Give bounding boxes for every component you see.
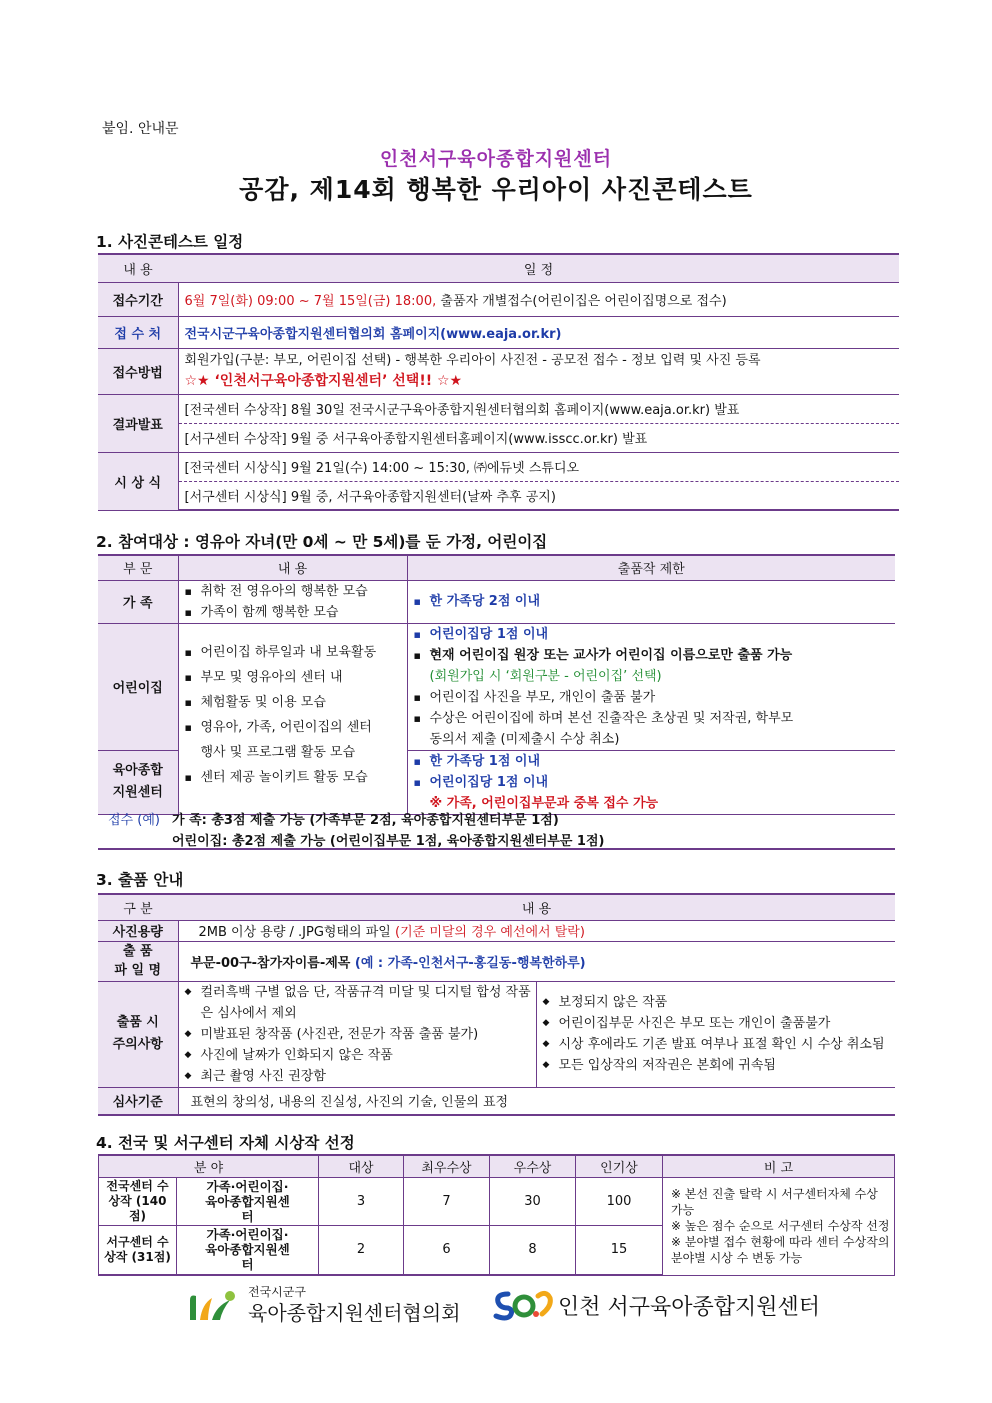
daycare-limit-4: ▪ 수상은 어린이집에 하며 본선 진출작은 초상권 및 저작권, 학부모	[408, 708, 896, 729]
row-label-ceremony: 시 상 식	[98, 452, 178, 510]
criteria-cell: 표현의 창의성, 내용의 진실성, 사진의 기술, 인물의 표정	[178, 1087, 895, 1115]
example-daycare: 어린이집: 총2점 제출 가능 (어린이집부문 1점, 육아종합지원센터부문 1점)	[172, 834, 605, 849]
family-content	[178, 580, 407, 623]
center-label: 육아종합 지원센터	[98, 750, 178, 814]
col-header-note: 비 고	[663, 1155, 895, 1177]
caution-right	[536, 981, 895, 1087]
example-family: 가 족: 총3점 제출 가능 (가족부문 2점, 육아종합지원센터부문 1점)	[172, 813, 559, 828]
section-4-heading: 4. 전국 및 서구센터 자체 시상작 선정	[96, 1134, 355, 1152]
col-header-section: 부 문	[98, 555, 178, 580]
family-limit-cell	[407, 580, 895, 623]
size-cell: 2MB 이상 용량 / .JPG형태의 파일 (기준 미달의 경우 예선에서 탈락)	[178, 920, 895, 941]
participants-table	[98, 554, 895, 815]
col-header-schedule: 일 정	[178, 254, 899, 282]
place-cell: 전국시군구육아종합지원센터협의회 홈페이지(www.eaja.or.kr)	[178, 316, 899, 348]
row-label-place: 접 수 처	[98, 316, 178, 348]
col-header-content: 내 용	[178, 555, 407, 580]
daycare-limit-1: ▪ 어린이집당 1점 이내	[408, 624, 896, 645]
family-item: ▪ 가족이 함께 행복한 모습	[179, 602, 407, 623]
caution-item: ◆ 사진에 날짜가 인화되지 않은 작품	[179, 1045, 536, 1066]
submission-table	[98, 893, 895, 1116]
ceremony-line-2: [서구센터 시상식] 9월 중, 서구육아종합지원센터(날짜 추후 공지)	[178, 481, 899, 510]
awards-table	[98, 1154, 895, 1276]
caution-item: ◆ 컬러흑백 구별 없음 단, 작품규격 미달 및 디지털 합성 작품은 심사에서 제외	[179, 982, 536, 1024]
results-line-2: [서구센터 수상작] 9월 중 서구육아종합지원센터홈페이지(www.isscc.or.kr) 발표	[178, 423, 899, 452]
award-group: 전국센터 수상작 (140점)	[99, 1177, 177, 1225]
caution-label: 출품 시 주의사항	[98, 981, 178, 1087]
caution-item: ◆ 미발표된 창작품 (사진관, 전문가 작품 출품 불가)	[179, 1024, 536, 1045]
daycare-label: 어린이집	[98, 623, 178, 750]
col-header-category: 구 분	[98, 894, 178, 920]
caution-item: ◆ 어린이집부문 사진은 부모 또는 개인이 출품불가	[537, 1013, 896, 1034]
shared-item: ▪ 센터 제공 놀이키트 활동 모습	[179, 765, 407, 790]
shared-item-cont: 행사 및 프로그램 활동 모습	[200, 744, 356, 760]
award-value: 3	[319, 1177, 404, 1225]
council-logo-small: 전국시군구	[248, 1285, 306, 1299]
filename-label: 출 품 파 일 명	[98, 941, 178, 981]
criteria-label: 심사기준	[98, 1087, 178, 1115]
center-limit-cell	[407, 750, 895, 814]
results-line-1: [전국센터 수상작] 8월 30일 전국시군구육아종합지원센터협의회 홈페이지(www.eaja.or.kr) 발표	[178, 394, 899, 423]
caution-item: ◆ 모든 입상작의 저작권은 본회에 귀속됨	[537, 1055, 896, 1076]
organization-title: 인천서구육아종합지원센터	[379, 148, 613, 170]
method-highlight: ☆★ ‘인천서구육아종합지원센터’ 선택!! ☆★	[184, 373, 463, 389]
award-value: 6	[404, 1225, 490, 1275]
example-label: 접수 (예)	[108, 813, 160, 828]
col-header-content: 내 용	[98, 254, 178, 282]
family-limit: ▪ 한 가족당 2점 이내	[408, 591, 896, 612]
shared-item-cont: ▪ 체험활동 및 이용 모습	[179, 690, 407, 715]
award-group: 서구센터 수상작 (31점)	[99, 1225, 177, 1275]
daycare-limit-3: ▪ 어린이집 사진을 부모, 개인이 출품 불가	[408, 687, 896, 708]
seogu-logo-name: 인천 서구육아종합지원센터	[558, 1295, 821, 1320]
schedule-table	[98, 253, 899, 511]
seogu-logo-mark	[492, 1286, 554, 1326]
shared-item: ▪ 영유아, 가족, 어린이집의 센터	[179, 715, 407, 740]
section-2-bottom-rule	[98, 848, 895, 850]
col-header-popular: 인기상	[576, 1155, 663, 1177]
award-value: 15	[576, 1225, 663, 1275]
col-header-grand: 대상	[319, 1155, 404, 1177]
attachment-label: 붙임. 안내문	[102, 121, 179, 137]
size-label: 사진용량	[98, 920, 178, 941]
award-value: 100	[576, 1177, 663, 1225]
center-limit-1: ▪ 한 가족당 1점 이내	[408, 751, 896, 772]
row-label-method: 접수방법	[98, 348, 178, 394]
row-label-results: 결과발표	[98, 394, 178, 452]
daycare-limit-2: ▪ 현재 어린이집 원장 또는 교사가 어린이집 이름으로만 출품 가능	[408, 645, 896, 666]
award-value: 30	[490, 1177, 576, 1225]
col-header-content: 내 용	[178, 894, 895, 920]
daycare-limit-4b: 동의서 제출 (미제출시 수상 취소)	[429, 731, 620, 747]
award-notes: ※ 본선 진출 탈락 시 서구센터자체 수상 가능 ※ 높은 점수 순으로 서구센터 수상작 선정 ※ 분야별 접수 현황에 따라 센터 수상작의 분야별 시상 수 변동 가능	[663, 1177, 895, 1275]
award-value: 7	[404, 1177, 490, 1225]
section-3-heading: 3. 출품 안내	[96, 871, 184, 889]
caution-item: ◆ 보정되지 않은 작품	[537, 992, 896, 1013]
col-header-merit: 우수상	[490, 1155, 576, 1177]
filename-cell: 부문-00구-참가자이름-제목 (예 : 가족-인천서구-홍길동-행복한하루)	[178, 941, 895, 981]
section-1-heading: 1. 사진콘테스트 일정	[96, 233, 244, 251]
section-2-heading: 2. 참여대상 : 영유아 자녀(만 0세 ~ 만 5세)를 둔 가정, 어린이집	[96, 533, 548, 551]
page-title: 공감, 제14회 행복한 우리아이 사진콘테스트	[239, 175, 753, 204]
family-label: 가 족	[98, 580, 178, 623]
row-label-period: 접수기간	[98, 282, 178, 316]
council-logo-mark	[186, 1286, 238, 1326]
family-item: ▪ 취학 전 영유아의 행복한 모습	[179, 581, 407, 602]
col-header-excellence: 최우수상	[404, 1155, 490, 1177]
method-cell	[178, 348, 899, 394]
ceremony-line-1: [전국센터 시상식] 9월 21일(수) 14:00 ~ 15:30, ㈜에듀넷 스튜디오	[178, 452, 899, 481]
center-limit-2: ▪ 어린이집당 1점 이내	[408, 772, 896, 793]
daycare-limit-2b: (회원가입 시 ‘회원구분 - 어린이집’ 선택)	[429, 668, 662, 684]
center-limit-3: ※ 가족, 어린이집부문과 중복 접수 가능	[429, 795, 659, 811]
award-value: 2	[319, 1225, 404, 1275]
award-field: 가족·어린이집· 육아종합지원센터	[177, 1225, 319, 1275]
col-header-limit: 출품작 제한	[407, 555, 895, 580]
award-value: 8	[490, 1225, 576, 1275]
method-text: 회원가입(구분: 부모, 어린이집 선택) - 행복한 우리아이 사진전 - 공모전 접수 - 정보 입력 및 사진 등록	[184, 353, 761, 368]
shared-item: ▪ 어린이집 하루일과 내 보육활동	[179, 640, 407, 665]
caution-item: ◆ 시상 후에라도 기존 발표 여부나 표절 확인 시 수상 취소됨	[537, 1034, 896, 1055]
caution-left	[178, 981, 536, 1087]
period-cell: 6월 7일(화) 09:00 ~ 7월 15일(금) 18:00, 출품자 개별접수(어린이집은 어린이집명으로 접수)	[178, 282, 899, 316]
shared-content	[178, 623, 407, 814]
award-field: 가족·어린이집· 육아종합지원센터	[177, 1177, 319, 1225]
council-logo-name: 육아종합지원센터협의회	[248, 1301, 461, 1325]
col-header-field: 분 야	[99, 1155, 319, 1177]
caution-item: ◆ 최근 촬영 사진 권장함	[179, 1066, 536, 1087]
shared-item: ▪ 부모 및 영유아의 센터 내	[179, 665, 407, 690]
daycare-limit-cell	[407, 623, 895, 750]
